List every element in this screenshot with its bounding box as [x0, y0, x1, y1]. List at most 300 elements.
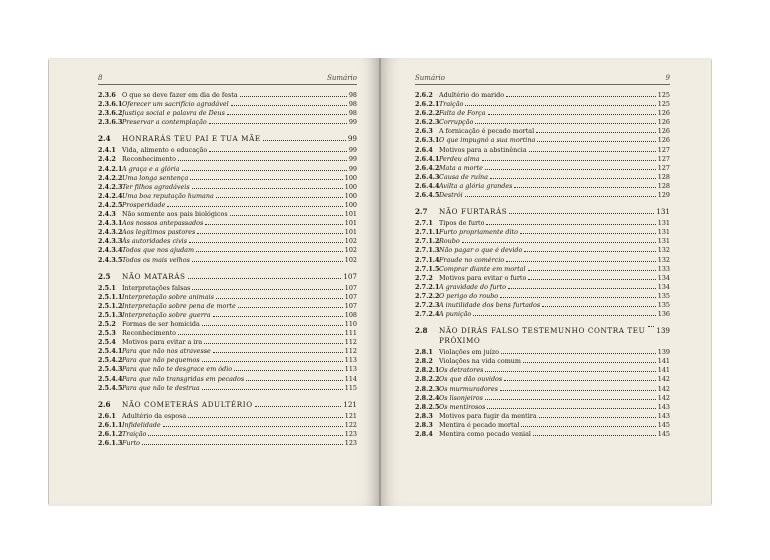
- toc-entry-page: 132: [657, 246, 670, 255]
- dot-leader: [231, 105, 347, 106]
- toc-entry-title: A gravidade do furto: [439, 282, 506, 291]
- toc-entry-page: 101: [344, 210, 357, 219]
- toc-entry-number: 2.6.4: [415, 145, 433, 154]
- dot-leader: [227, 114, 347, 115]
- toc-entry-number: 2.5.1.3: [98, 310, 123, 319]
- toc-entry-page: 107: [343, 271, 357, 281]
- toc-entry-title: NÃO COMETERÁS ADULTÉRIO: [122, 399, 253, 409]
- dot-leader: [521, 426, 655, 427]
- toc-entry-number: 2.4.2.3: [98, 182, 123, 191]
- toc-entry: [98, 430, 357, 439]
- toc-entry: [415, 265, 670, 274]
- dot-leader: [523, 362, 656, 363]
- toc-entry-page: 123: [344, 439, 357, 447]
- toc-entry-page: 143: [657, 411, 670, 420]
- toc-entry-page: 100: [344, 191, 357, 200]
- toc-entry-number: 2.6.3: [415, 127, 433, 136]
- dot-leader: [202, 361, 343, 362]
- dot-leader: [648, 326, 654, 327]
- toc-entry-page: 113: [344, 356, 357, 365]
- toc-entry-number: 2.3.6.2: [98, 109, 123, 118]
- toc-entry-number: 2.3.6.3: [98, 118, 123, 127]
- dot-leader: [537, 141, 656, 142]
- toc-entry-page: 99: [348, 146, 357, 155]
- toc-entry-page: 114: [344, 374, 357, 383]
- toc-section-heading: [98, 272, 357, 282]
- toc-entry-number: 2.5.4.1: [98, 347, 123, 356]
- toc-entry: [98, 146, 357, 155]
- toc-entry-page: 126: [657, 136, 670, 145]
- toc-entry-title: Para que não nos atravesse: [122, 347, 211, 356]
- toc-entry-number: 2.6.2.3: [415, 118, 440, 127]
- toc-entry-number: 2.6.1: [98, 411, 116, 420]
- dot-leader: [528, 270, 656, 271]
- toc-entry-page: 99: [348, 155, 357, 164]
- toc-entry: [98, 201, 357, 210]
- toc-entry-title: Avilta a glória grandes: [439, 181, 513, 190]
- toc-entry-number: 2.8.2.2: [415, 375, 440, 384]
- toc-entry-number: 2.5.4: [98, 338, 116, 347]
- toc-entry: [98, 237, 357, 246]
- dot-leader: [163, 426, 343, 427]
- toc-entry-page: 135: [657, 300, 670, 309]
- toc-entry-number: 2.4.3.3: [98, 237, 123, 246]
- toc-entry-number: 2.5.4.2: [98, 356, 123, 365]
- dot-leader: [202, 325, 343, 326]
- toc-entry: [415, 412, 670, 421]
- toc-entry-title: O perigo do roubo: [439, 291, 499, 300]
- running-title: Sumário: [327, 74, 357, 82]
- toc-entry-title: A inutilidade dos bens furtados: [439, 300, 541, 309]
- dot-leader: [205, 224, 343, 225]
- toc-entry-title: Comprar diante em mortal: [439, 264, 526, 273]
- toc-entry-title: Adultério da esposa: [122, 411, 187, 420]
- toc-entry-number: 2.5.3: [98, 329, 116, 338]
- toc-section-heading: [98, 400, 357, 410]
- dot-leader: [488, 114, 656, 115]
- toc-entry-title: Traição: [439, 100, 464, 109]
- toc-entry-page: 141: [657, 366, 670, 375]
- toc-entry: [415, 91, 670, 100]
- page-header: [415, 74, 670, 85]
- toc-entry-number: 2.7.2.2: [415, 291, 440, 300]
- open-book: [48, 58, 712, 506]
- toc-entry-title: Os murmuradores: [439, 384, 498, 393]
- toc-entry-number: 2.6.4.5: [415, 191, 440, 200]
- dot-leader: [533, 435, 656, 436]
- toc-entry-title: Motivos para evitar o furto: [439, 273, 527, 282]
- dot-leader: [238, 307, 343, 308]
- toc-entry-page: 122: [344, 420, 357, 429]
- dot-leader: [501, 353, 656, 354]
- right-page: [381, 58, 712, 506]
- toc-section-heading: [415, 326, 670, 346]
- toc-entry-number: 2.4.3.4: [98, 246, 123, 255]
- toc-entry: [98, 338, 357, 347]
- toc-entry: [98, 174, 357, 183]
- toc-entry-number: 2.8.2: [415, 357, 433, 366]
- toc-entry-title: Reconhecimento: [122, 155, 177, 164]
- toc-entry-title: Fraude no comércio: [439, 255, 505, 264]
- toc-entry-number: 2.6.2.2: [415, 109, 440, 118]
- toc-entry-page: 131: [657, 237, 670, 246]
- dot-leader: [209, 151, 347, 152]
- toc-entry: [415, 256, 670, 265]
- toc-entry: [98, 284, 357, 293]
- toc-entry-number: 2.4.2.4: [98, 191, 123, 200]
- toc-entry-number: 2.6.1.3: [98, 439, 123, 447]
- dot-leader: [192, 261, 343, 262]
- toc-entry-number: 2.7.1.5: [415, 264, 440, 273]
- toc-entry-number: 2.5.4.4: [98, 374, 123, 383]
- toc-entry-title: Os mentirosos: [439, 402, 486, 411]
- toc-entry-page: 141: [657, 357, 670, 366]
- toc-entry-number: 2.8.3: [415, 420, 433, 429]
- toc-entry: [98, 165, 357, 174]
- dot-leader: [188, 417, 343, 418]
- toc-entry-title: Uma longa sentença: [122, 173, 189, 182]
- toc-entry: [415, 100, 670, 109]
- toc-entry-number: 2.8.2.4: [415, 393, 440, 402]
- toc-entry: [415, 310, 670, 319]
- dot-leader: [520, 233, 656, 234]
- toc-entry-title: A fornicação é pecado mortal: [439, 127, 535, 136]
- dot-leader: [204, 343, 343, 344]
- dot-leader: [178, 160, 347, 161]
- toc-entry-number: 2.7.1.1: [415, 228, 440, 237]
- toc-entry-title: Destrói: [439, 191, 463, 200]
- dot-leader: [167, 206, 343, 207]
- toc-entry-number: 2.4.3.5: [98, 255, 123, 264]
- toc-entry: [415, 366, 670, 375]
- toc-entry-number: 2.7.1.3: [415, 246, 440, 255]
- toc-entry-number: 2.6.3.1: [415, 136, 440, 145]
- toc-entry-title: Corrupção: [439, 118, 474, 127]
- toc-entry-page: 115: [344, 383, 357, 392]
- dot-leader: [197, 233, 343, 234]
- toc-entry: [415, 155, 670, 164]
- dot-leader: [485, 169, 656, 170]
- toc-entry-page: 126: [657, 127, 670, 136]
- toc-section-heading: [415, 207, 670, 217]
- toc-entry-number: 2.6.4.4: [415, 181, 440, 190]
- toc-entry-title: NÃO FURTARÁS: [439, 207, 508, 217]
- toc-entry: [415, 146, 670, 155]
- toc-entry: [415, 173, 670, 182]
- toc-entry-page: 100: [344, 200, 357, 209]
- toc-entry-page: 142: [657, 384, 670, 393]
- toc-entry-number: 2.8.2.3: [415, 384, 440, 393]
- toc-entry: [98, 347, 357, 356]
- toc-entry-number: 2.5.4.3: [98, 365, 123, 374]
- toc-entry: [98, 118, 357, 127]
- toc-entry-page: 100: [344, 182, 357, 191]
- toc-entry-page: 99: [348, 164, 357, 173]
- dot-leader: [189, 242, 343, 243]
- toc-entry-title: Vida, alimento e educação: [122, 146, 208, 155]
- dot-leader: [190, 179, 343, 180]
- toc-entry: [98, 183, 357, 192]
- toc-entry: [415, 357, 670, 366]
- toc-entry-page: 98: [348, 109, 357, 118]
- toc-entry: [415, 385, 670, 394]
- toc-entry: [415, 219, 670, 228]
- toc-entry-page: 132: [657, 255, 670, 264]
- toc-entry: [98, 91, 357, 100]
- dot-leader: [486, 224, 655, 225]
- toc-entry: [415, 237, 670, 246]
- toc-entry-number: 2.6.4.3: [415, 172, 440, 181]
- dot-leader: [182, 170, 347, 171]
- toc-entry: [415, 301, 670, 310]
- toc-entry-title: Interpretação sobre guerra: [122, 310, 211, 319]
- toc-entry-number: 2.4.2.5: [98, 200, 123, 209]
- toc-entry-number: 2.7.2.4: [415, 310, 440, 319]
- toc-entry-title: NÃO MATARÁS: [122, 271, 186, 281]
- toc-entry-page: 121: [343, 399, 357, 409]
- toc-entry-page: 101: [344, 219, 357, 228]
- toc-entry-number: 2.5.1.1: [98, 292, 123, 301]
- toc-entry-page: 139: [657, 348, 670, 357]
- toc-entry-title: O que impugnó a sua mortina: [439, 136, 536, 145]
- toc-entry-page: 99: [347, 134, 357, 144]
- toc-entry: [415, 421, 670, 430]
- toc-entry: [415, 127, 670, 136]
- dot-leader: [216, 298, 343, 299]
- toc-entry-title: Roubo: [439, 237, 460, 246]
- dot-leader: [148, 435, 342, 436]
- toc-entry: [98, 439, 357, 448]
- toc-entry-title: Às autoridades civis: [122, 237, 188, 246]
- toc-entry-number: 2.7.2.3: [415, 300, 440, 309]
- toc-entry-page: 126: [657, 109, 670, 118]
- page-edge: [48, 60, 49, 504]
- dot-leader: [263, 140, 346, 141]
- toc-entry-number: 2.6.2.1: [415, 100, 440, 109]
- dot-leader: [246, 380, 343, 381]
- toc-entry-number: 2.6: [98, 399, 111, 409]
- dot-leader: [465, 105, 655, 106]
- toc-section-heading: [98, 134, 357, 144]
- toc-entry-title: Os detratores: [439, 366, 484, 375]
- toc-entry: [415, 228, 670, 237]
- toc-entry-page: 142: [657, 375, 670, 384]
- dot-leader: [506, 96, 656, 97]
- toc-entry-number: 2.6.1.2: [98, 429, 123, 438]
- toc-entry-number: 2.3.6.1: [98, 100, 123, 109]
- toc-entry: [98, 412, 357, 421]
- toc-entry: [98, 246, 357, 255]
- toc-entry-title: Todos que nos ajudam: [122, 246, 195, 255]
- toc-entry-page: 133: [657, 264, 670, 273]
- dot-leader: [508, 288, 656, 289]
- dot-leader: [234, 370, 343, 371]
- toc-entry: [98, 100, 357, 109]
- toc-entry-number: 2.8: [415, 326, 428, 336]
- toc-entry-number: 2.8.3: [415, 411, 433, 420]
- toc-entry-page: 145: [657, 430, 670, 438]
- toc-entry-title: Furto propriamente dito: [439, 228, 518, 237]
- toc-entry-title: Prosperidade: [122, 200, 166, 209]
- toc-entry-title: Para que não pequemos: [122, 356, 200, 365]
- toc-entry-title: Preservar a contemplação: [122, 118, 207, 127]
- toc-entry-number: 2.8.2.1: [415, 366, 440, 375]
- toc-entry-number: 2.4: [98, 134, 111, 144]
- toc-list: [98, 91, 357, 448]
- toc-entry-page: 129: [657, 191, 670, 200]
- toc-entry-title: NÃO DIRÁS FALSO TESTEMUNHO CONTRA TEU PRÓXIMO: [439, 326, 646, 346]
- toc-entry-page: 98: [348, 100, 357, 109]
- dot-leader: [504, 380, 656, 381]
- toc-entry-page: 107: [344, 292, 357, 301]
- toc-entry-page: 107: [344, 283, 357, 292]
- running-title: Sumário: [415, 74, 445, 82]
- toc-entry: [415, 403, 670, 412]
- toc-entry-title: Interpretações falsas: [122, 283, 191, 292]
- toc-entry-page: 126: [657, 118, 670, 127]
- toc-entry-number: 2.4.2.1: [98, 164, 123, 173]
- toc-entry-number: 2.6.2: [415, 91, 433, 99]
- toc-entry: [98, 302, 357, 311]
- toc-entry-number: 2.4.3.1: [98, 219, 123, 228]
- toc-entry: [98, 365, 357, 374]
- toc-entry-title: Para que não transgridas em pecados: [122, 374, 245, 383]
- toc-entry-title: O que se deve fazer em dia de festa: [122, 91, 238, 99]
- dot-leader: [213, 352, 343, 353]
- toc-entry-page: 121: [344, 411, 357, 420]
- toc-entry-title: Furto: [122, 439, 141, 447]
- toc-entry: [98, 109, 357, 118]
- dot-leader: [462, 242, 656, 243]
- dot-leader: [213, 316, 343, 317]
- toc-entry-title: Ter filhos agradáveis: [122, 182, 190, 191]
- toc-entry-page: 123: [344, 429, 357, 438]
- toc-entry-page: 102: [344, 237, 357, 246]
- toc-entry: [98, 311, 357, 320]
- toc-entry-title: A graça e a glória: [122, 164, 180, 173]
- toc-entry: [415, 430, 670, 439]
- toc-entry-title: Mentira como pecado venial: [439, 430, 531, 438]
- toc-entry-title: Interpretação sobre animais: [122, 292, 214, 301]
- dot-leader: [539, 417, 656, 418]
- toc-entry-number: 2.4.3: [98, 210, 116, 219]
- dot-leader: [202, 389, 343, 390]
- toc-entry-number: 2.4.2.2: [98, 173, 123, 182]
- dot-leader: [465, 196, 656, 197]
- toc-entry: [98, 320, 357, 329]
- toc-entry-title: Aos nossos antepassados: [122, 219, 204, 228]
- toc-entry-number: 2.8.4: [415, 430, 433, 438]
- toc-entry-page: 112: [344, 338, 357, 347]
- toc-entry-page: 143: [657, 402, 670, 411]
- dot-leader: [209, 123, 347, 124]
- toc-entry-page: 131: [657, 219, 670, 228]
- dot-leader: [255, 406, 342, 407]
- toc-entry-page: 102: [344, 246, 357, 255]
- dot-leader: [529, 151, 656, 152]
- dot-leader: [487, 408, 655, 409]
- dot-leader: [240, 96, 347, 97]
- toc-entry-number: 2.7.1.2: [415, 237, 440, 246]
- toc-entry-page: 128: [657, 172, 670, 181]
- toc-entry-number: 2.7.2: [415, 273, 433, 282]
- toc-entry-number: 2.3.6: [98, 91, 116, 99]
- toc-entry-title: Não somente aos pais biológicos: [122, 210, 228, 219]
- toc-entry-title: Todos os mais velhos: [122, 255, 190, 264]
- toc-entry-number: 2.5: [98, 271, 111, 281]
- toc-entry-page: 112: [344, 347, 357, 356]
- toc-entry-page: 139: [656, 326, 670, 336]
- toc-entry: [98, 210, 357, 219]
- dot-leader: [509, 213, 654, 214]
- toc-entry-title: Reconhecimento: [122, 329, 177, 338]
- toc-entry-title: Os lisonjeiros: [439, 393, 483, 402]
- toc-entry-page: 98: [348, 91, 357, 99]
- toc-entry-title: Justiça social e palavra de Deus: [122, 109, 225, 118]
- toc-entry: [415, 246, 670, 255]
- toc-entry: [415, 348, 670, 357]
- page-header: [98, 74, 357, 85]
- toc-entry-title: Uma boa reputação humana: [122, 191, 214, 200]
- dot-leader: [485, 399, 656, 400]
- toc-entry-page: 110: [344, 319, 357, 328]
- toc-entry-page: 128: [657, 181, 670, 190]
- dot-leader: [490, 178, 656, 179]
- toc-entry-title: HONRARÁS TEU PAI E TUA MÃE: [122, 134, 261, 144]
- toc-entry-number: 2.5.1.2: [98, 301, 123, 310]
- toc-entry: [98, 228, 357, 237]
- toc-entry-number: 2.6.4.2: [415, 163, 440, 172]
- toc-entry-page: 127: [657, 145, 670, 154]
- toc-entry-number: 2.4.3.2: [98, 228, 123, 237]
- toc-entry-page: 127: [657, 163, 670, 172]
- dot-leader: [542, 306, 656, 307]
- toc-entry-title: Tipos de furto: [439, 219, 485, 228]
- toc-entry-number: 2.7: [415, 207, 428, 217]
- toc-entry: [415, 191, 670, 200]
- toc-entry: [415, 182, 670, 191]
- toc-entry: [98, 356, 357, 365]
- toc-entry: [415, 292, 670, 301]
- toc-entry-page: 100: [344, 173, 357, 182]
- toc-entry-number: 2.5.1: [98, 283, 116, 292]
- dot-leader: [178, 334, 343, 335]
- toc-entry-page: 102: [344, 255, 357, 264]
- toc-entry-title: Para que não te desgrace em ódio: [122, 365, 233, 374]
- toc-entry: [98, 375, 357, 384]
- toc-entry-page: 131: [656, 207, 670, 217]
- toc-entry-title: Interpretação sobre pena de morte: [122, 301, 236, 310]
- toc-entry-page: 142: [657, 393, 670, 402]
- dot-leader: [524, 251, 655, 252]
- toc-entry: [98, 192, 357, 201]
- toc-entry-page: 135: [657, 291, 670, 300]
- toc-entry-title: Aos legítimos pastores: [122, 228, 196, 237]
- toc-entry: [98, 219, 357, 228]
- toc-entry-page: 145: [657, 420, 670, 429]
- toc-entry-title: Motivos para a abstinência: [439, 145, 527, 154]
- dot-leader: [230, 215, 343, 216]
- toc-entry-title: Formas de ser homicida: [122, 319, 200, 328]
- toc-entry-number: 2.5.4.5: [98, 383, 123, 392]
- toc-entry: [98, 329, 357, 338]
- dot-leader: [500, 297, 656, 298]
- toc-entry-title: Infidelidade: [122, 420, 161, 429]
- toc-entry: [415, 394, 670, 403]
- toc-entry: [98, 293, 357, 302]
- toc-entry-page: 134: [657, 273, 670, 282]
- toc-entry-page: 99: [348, 118, 357, 127]
